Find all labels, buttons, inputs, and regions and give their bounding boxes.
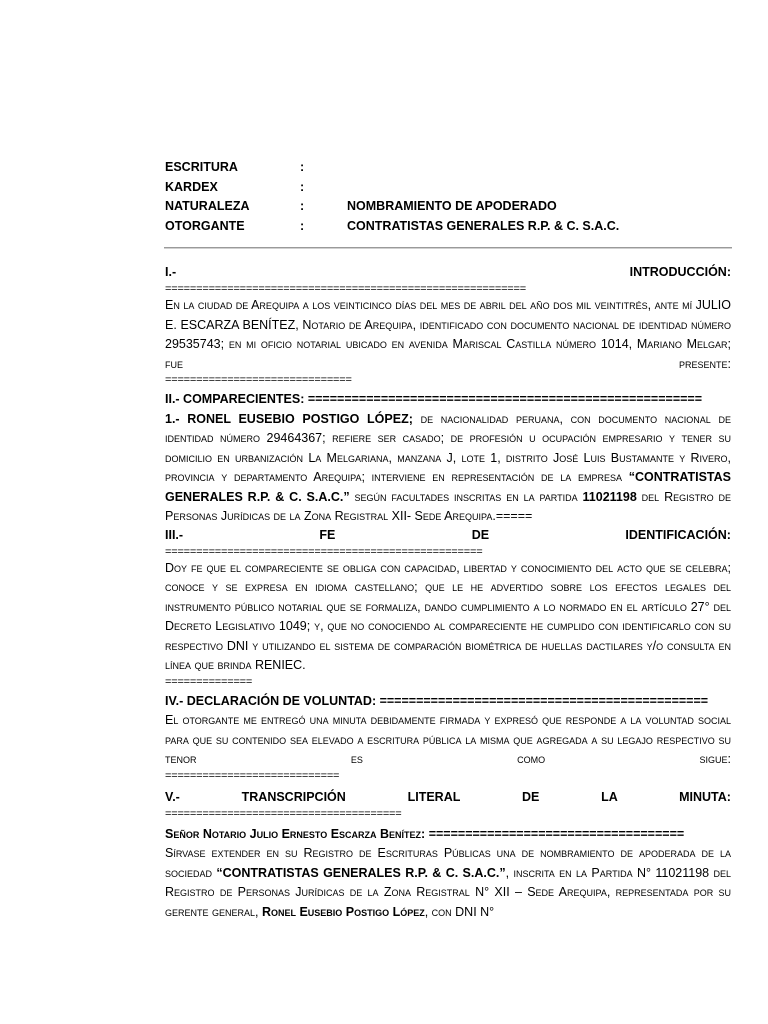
header-key: NATURALEZA (165, 199, 250, 213)
company-name: “CONTRATISTAS GENERALES R.P. & C. S.A.C.” (165, 470, 731, 504)
section-title: II.- COMPARECIENTES: ====================================================== (165, 392, 703, 406)
section-word: DE (521, 789, 540, 804)
separator-line: =================================================== (165, 545, 483, 558)
separator-line: ====================================== (165, 807, 402, 820)
header-colon: : (300, 199, 305, 213)
document-page (165, 160, 731, 922)
section-word: MINUTA: (679, 789, 731, 804)
header-row-kardex (165, 180, 731, 200)
section-word: DE (471, 527, 490, 542)
section-transcripcion (165, 789, 731, 923)
header-key: OTORGANTE (165, 218, 245, 233)
section-word: TRANSCRIPCIÓN (241, 789, 346, 804)
separator-line: ============================ (165, 769, 340, 782)
intro-paragraph: En la ciudad de Arequipa a los veinticinco días del mes de abril del año dos mil veintitrés, ante mí JULIO E. ESCARZA BENÍTEZ, Notario de Arequipa, identificado con documento nacional de identidad número 29535743; en mi oficio notarial ubicado en avenida Mariscal Castilla número 1014, Mariano Melgar; fue presente: (165, 298, 731, 371)
section-declaracion (165, 692, 731, 783)
compareciente-text: de nacionalidad peruana, con documento nacional de identidad número 29464367; refiere ser casado; de profesión u ocupación empresario y tener su domicilio en urbanización La Melgariana, manzana J, lote 1, distrito José Luis Bustamante y Rivero, provincia y departamento Arequipa; interviene en representación de la empresa (165, 411, 731, 484)
partida-number: 11021198 (582, 489, 637, 504)
section-title: INTRODUCCIÓN: (629, 265, 731, 279)
section-word: LITERAL (407, 789, 461, 804)
minuta-text: , con DNI N° (424, 904, 495, 919)
minuta-paragraph (165, 844, 731, 922)
header-row-escritura (165, 160, 731, 180)
compareciente-paragraph (165, 410, 731, 527)
section-number: I.- (165, 265, 177, 279)
minuta-text: , inscrita en la Partida N° 11021198 del Registro de Personas Jurídicas de la Zona Registral N° XII – Sede Arequipa, representada por su gerente general, (165, 865, 732, 919)
compareciente-name: 1.- RONEL EUSEBIO POSTIGO LÓPEZ; (165, 411, 413, 426)
header-key: ESCRITURA (165, 160, 238, 174)
header-value: CONTRATISTAS GENERALES R.P. & C. S.A.C. (347, 218, 620, 233)
declaracion-paragraph: El otorgante me entregó una minuta debidamente firmada y expresó que responde a la voluntad social para que su contenido sea elevado a escritura pública la misma que agregada a su legajo respectivo su tenor es como sigue: (165, 713, 731, 766)
section-title: IV.- DECLARACIÓN DE VOLUNTAD: ============================================= (165, 693, 709, 708)
minuta-text: Sírvase extender en su Registro de Escrituras Públicas una de nombramiento de apoderada de la sociedad (165, 846, 731, 880)
separator-line: ============================== (165, 374, 352, 386)
header-row-naturaleza (165, 199, 731, 219)
header-divider (164, 247, 732, 249)
company-name: “CONTRATISTAS GENERALES R.P. & C. S.A.C.” (216, 865, 506, 880)
section-word: IDENTIFICACIÓN: (625, 527, 731, 542)
salutation-separator: =================================== (425, 826, 685, 841)
fe-paragraph: Doy fe que el compareciente se obliga con capacidad, libertad y conocimiento del acto que se celebra; conoce y se expresa en idioma castellano; que le he advertido sobre los efectos legales del instrumento público notarial que se formaliza, dando cumplimiento a lo normado en el artículo 27° del Decreto Legislativo 1049; y, que no conociendo al compareciente he cumplido con identificarlo con su respectivo DNI y utilizando el sistema de comparación biométrica de huellas dactilares y/o consulta en línea que brinda RENIEC. (165, 560, 731, 672)
compareciente-text: según facultades inscritas en la partida (349, 489, 583, 504)
header-colon: : (300, 160, 305, 174)
manager-name: Ronel Eusebio Postigo López (261, 904, 425, 919)
section-heading (165, 527, 731, 544)
header-block (165, 160, 731, 249)
section-heading (165, 264, 731, 281)
section-fe-identificacion (165, 527, 731, 689)
section-word: FE (319, 527, 336, 542)
compareciente-text: del Registro de Personas Jurídicas de la Zona Registral XII- Sede Arequipa.===== (165, 489, 731, 523)
section-introduccion (165, 264, 731, 387)
section-comparecientes (165, 390, 731, 527)
separator-line: ========================================================== (165, 283, 526, 295)
section-number: III.- (165, 527, 184, 542)
section-number: V.- (165, 789, 180, 804)
salutation-line (165, 825, 731, 845)
header-value: NOMBRAMIENTO DE APODERADO (347, 199, 557, 213)
separator-line: ============== (165, 675, 253, 688)
salutation: Señor Notario Julio Ernesto Escarza Benítez: (165, 826, 426, 841)
header-colon: : (300, 218, 305, 233)
header-key: KARDEX (165, 179, 218, 194)
header-row-otorgante (165, 219, 731, 239)
section-heading (165, 789, 731, 806)
header-colon: : (300, 179, 305, 194)
section-word: LA (601, 789, 618, 804)
